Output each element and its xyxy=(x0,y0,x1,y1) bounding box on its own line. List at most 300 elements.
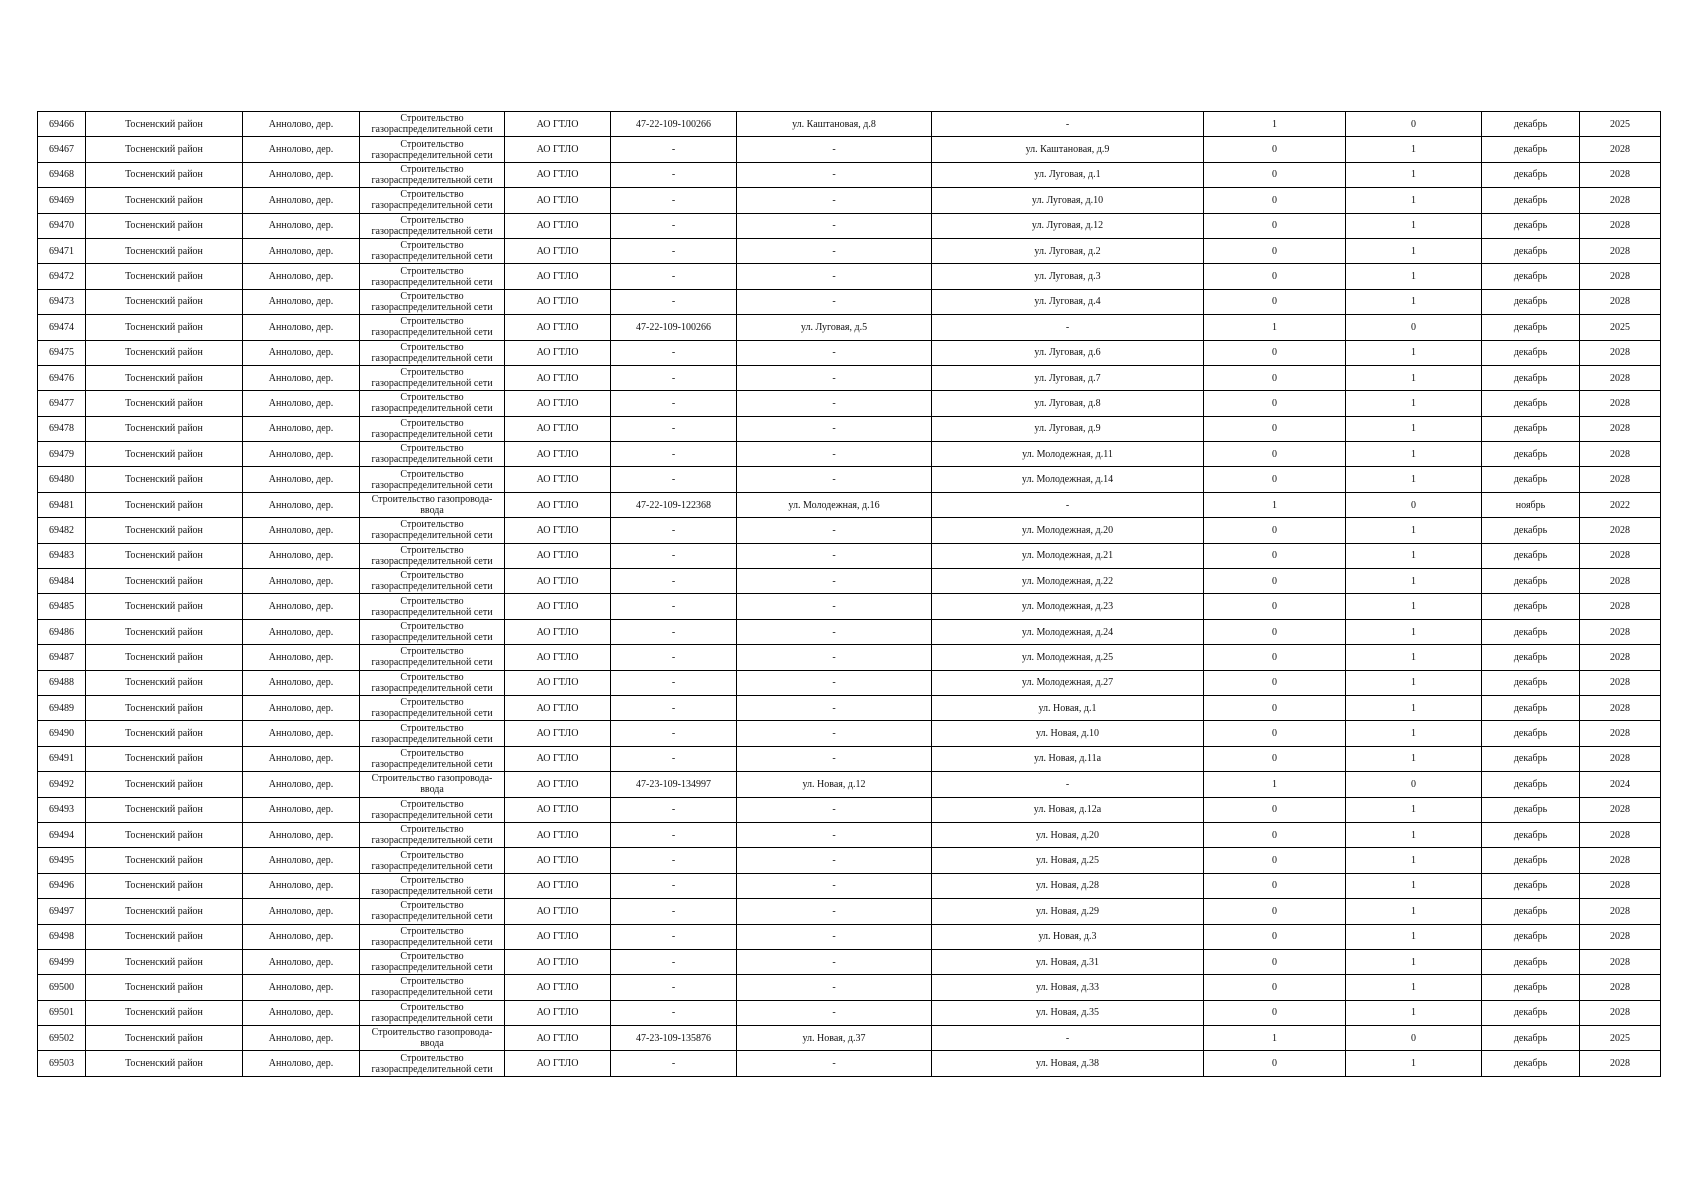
cell-organization: АО ГТЛО xyxy=(505,238,611,263)
cell-month: декабрь xyxy=(1482,1026,1580,1051)
cell-row-id: 69482 xyxy=(38,518,86,543)
cell-work-type: Строительство газораспределительной сети xyxy=(360,238,505,263)
cell-object-address: - xyxy=(737,264,932,289)
cell-count-a: 0 xyxy=(1204,442,1346,467)
cell-count-b: 1 xyxy=(1346,670,1482,695)
cell-settlement: Аннолово, дер. xyxy=(243,619,360,644)
cell-count-a: 0 xyxy=(1204,264,1346,289)
cell-object-address: - xyxy=(737,924,932,949)
cell-count-a: 0 xyxy=(1204,391,1346,416)
cell-settlement: Аннолово, дер. xyxy=(243,721,360,746)
cell-month: декабрь xyxy=(1482,137,1580,162)
cell-month: декабрь xyxy=(1482,162,1580,187)
cell-organization: АО ГТЛО xyxy=(505,340,611,365)
cell-year: 2028 xyxy=(1580,594,1661,619)
cell-planned-address: ул. Молодежная, д.27 xyxy=(932,670,1204,695)
cell-district: Тосненский район xyxy=(86,188,243,213)
cell-row-id: 69494 xyxy=(38,822,86,847)
cell-organization: АО ГТЛО xyxy=(505,1051,611,1076)
cell-district: Тосненский район xyxy=(86,442,243,467)
cell-count-a: 0 xyxy=(1204,543,1346,568)
cell-object-address: - xyxy=(737,137,932,162)
cell-object-address: - xyxy=(737,721,932,746)
cell-district: Тосненский район xyxy=(86,1000,243,1025)
cell-organization: АО ГТЛО xyxy=(505,467,611,492)
cell-planned-address: ул. Новая, д.10 xyxy=(932,721,1204,746)
table-row xyxy=(38,315,1661,340)
cell-year: 2028 xyxy=(1580,721,1661,746)
cell-row-id: 69490 xyxy=(38,721,86,746)
cell-organization: АО ГТЛО xyxy=(505,264,611,289)
cell-object-address: - xyxy=(737,695,932,720)
cell-count-a: 0 xyxy=(1204,238,1346,263)
cell-year: 2028 xyxy=(1580,848,1661,873)
cell-month: декабрь xyxy=(1482,619,1580,644)
cell-object-address: ул. Новая, д.37 xyxy=(737,1026,932,1051)
table-row xyxy=(38,670,1661,695)
cell-count-b: 1 xyxy=(1346,1000,1482,1025)
cell-count-b: 1 xyxy=(1346,721,1482,746)
cell-count-a: 0 xyxy=(1204,188,1346,213)
cell-count-b: 1 xyxy=(1346,543,1482,568)
cell-month: декабрь xyxy=(1482,949,1580,974)
cell-year: 2028 xyxy=(1580,416,1661,441)
cell-contract-number: - xyxy=(611,264,737,289)
cell-organization: АО ГТЛО xyxy=(505,162,611,187)
cell-planned-address: ул. Новая, д.28 xyxy=(932,873,1204,898)
cell-year: 2028 xyxy=(1580,137,1661,162)
cell-row-id: 69486 xyxy=(38,619,86,644)
cell-month: ноябрь xyxy=(1482,492,1580,517)
cell-object-address: - xyxy=(737,365,932,390)
cell-contract-number: - xyxy=(611,238,737,263)
cell-organization: АО ГТЛО xyxy=(505,569,611,594)
table-row xyxy=(38,569,1661,594)
cell-district: Тосненский район xyxy=(86,492,243,517)
cell-month: декабрь xyxy=(1482,238,1580,263)
cell-object-address: - xyxy=(737,670,932,695)
cell-district: Тосненский район xyxy=(86,238,243,263)
cell-year: 2028 xyxy=(1580,619,1661,644)
cell-work-type: Строительство газопровода-ввода xyxy=(360,492,505,517)
cell-settlement: Аннолово, дер. xyxy=(243,1000,360,1025)
cell-count-a: 0 xyxy=(1204,365,1346,390)
cell-settlement: Аннолово, дер. xyxy=(243,822,360,847)
table-row xyxy=(38,492,1661,517)
cell-contract-number: - xyxy=(611,645,737,670)
cell-row-id: 69489 xyxy=(38,695,86,720)
cell-district: Тосненский район xyxy=(86,467,243,492)
cell-work-type: Строительство газораспределительной сети xyxy=(360,416,505,441)
cell-settlement: Аннолово, дер. xyxy=(243,188,360,213)
cell-month: декабрь xyxy=(1482,467,1580,492)
cell-count-b: 0 xyxy=(1346,492,1482,517)
cell-organization: АО ГТЛО xyxy=(505,670,611,695)
cell-organization: АО ГТЛО xyxy=(505,873,611,898)
table-row xyxy=(38,746,1661,771)
table-row xyxy=(38,289,1661,314)
cell-count-a: 1 xyxy=(1204,1026,1346,1051)
cell-contract-number: 47-22-109-100266 xyxy=(611,112,737,137)
cell-settlement: Аннолово, дер. xyxy=(243,949,360,974)
cell-contract-number: - xyxy=(611,289,737,314)
cell-district: Тосненский район xyxy=(86,797,243,822)
cell-organization: АО ГТЛО xyxy=(505,822,611,847)
table-row xyxy=(38,797,1661,822)
cell-planned-address: ул. Новая, д.38 xyxy=(932,1051,1204,1076)
table-row xyxy=(38,543,1661,568)
table-row xyxy=(38,416,1661,441)
cell-month: декабрь xyxy=(1482,1000,1580,1025)
cell-settlement: Аннолово, дер. xyxy=(243,645,360,670)
cell-contract-number: - xyxy=(611,695,737,720)
cell-settlement: Аннолово, дер. xyxy=(243,340,360,365)
cell-count-a: 0 xyxy=(1204,416,1346,441)
cell-planned-address: ул. Луговая, д.12 xyxy=(932,213,1204,238)
cell-row-id: 69499 xyxy=(38,949,86,974)
cell-district: Тосненский район xyxy=(86,264,243,289)
table-row xyxy=(38,112,1661,137)
cell-planned-address: ул. Новая, д.25 xyxy=(932,848,1204,873)
table-row xyxy=(38,721,1661,746)
cell-row-id: 69474 xyxy=(38,315,86,340)
table-row xyxy=(38,340,1661,365)
cell-contract-number: - xyxy=(611,213,737,238)
cell-organization: АО ГТЛО xyxy=(505,289,611,314)
cell-planned-address: ул. Молодежная, д.20 xyxy=(932,518,1204,543)
cell-settlement: Аннолово, дер. xyxy=(243,772,360,797)
cell-month: декабрь xyxy=(1482,899,1580,924)
cell-year: 2028 xyxy=(1580,924,1661,949)
cell-year: 2028 xyxy=(1580,1000,1661,1025)
cell-year: 2028 xyxy=(1580,264,1661,289)
cell-month: декабрь xyxy=(1482,569,1580,594)
cell-count-b: 1 xyxy=(1346,467,1482,492)
cell-contract-number: - xyxy=(611,137,737,162)
cell-contract-number: - xyxy=(611,391,737,416)
cell-planned-address: - xyxy=(932,772,1204,797)
cell-count-a: 0 xyxy=(1204,137,1346,162)
cell-count-a: 0 xyxy=(1204,924,1346,949)
cell-count-b: 1 xyxy=(1346,518,1482,543)
cell-organization: АО ГТЛО xyxy=(505,188,611,213)
cell-work-type: Строительство газораспределительной сети xyxy=(360,975,505,1000)
cell-count-b: 1 xyxy=(1346,848,1482,873)
cell-row-id: 69485 xyxy=(38,594,86,619)
cell-work-type: Строительство газораспределительной сети xyxy=(360,442,505,467)
cell-district: Тосненский район xyxy=(86,594,243,619)
cell-district: Тосненский район xyxy=(86,645,243,670)
cell-organization: АО ГТЛО xyxy=(505,797,611,822)
cell-year: 2025 xyxy=(1580,1026,1661,1051)
cell-contract-number: - xyxy=(611,1051,737,1076)
cell-object-address: - xyxy=(737,162,932,187)
cell-count-b: 1 xyxy=(1346,340,1482,365)
cell-year: 2028 xyxy=(1580,340,1661,365)
cell-year: 2022 xyxy=(1580,492,1661,517)
cell-district: Тосненский район xyxy=(86,365,243,390)
cell-count-a: 0 xyxy=(1204,721,1346,746)
table-row xyxy=(38,1051,1661,1076)
cell-settlement: Аннолово, дер. xyxy=(243,213,360,238)
cell-row-id: 69498 xyxy=(38,924,86,949)
cell-contract-number: - xyxy=(611,822,737,847)
cell-contract-number: - xyxy=(611,442,737,467)
cell-object-address: - xyxy=(737,975,932,1000)
cell-organization: АО ГТЛО xyxy=(505,924,611,949)
cell-count-a: 0 xyxy=(1204,594,1346,619)
cell-month: декабрь xyxy=(1482,848,1580,873)
cell-planned-address: ул. Молодежная, д.22 xyxy=(932,569,1204,594)
cell-month: декабрь xyxy=(1482,721,1580,746)
cell-count-a: 0 xyxy=(1204,873,1346,898)
cell-district: Тосненский район xyxy=(86,315,243,340)
cell-row-id: 69467 xyxy=(38,137,86,162)
cell-count-a: 0 xyxy=(1204,899,1346,924)
cell-district: Тосненский район xyxy=(86,1051,243,1076)
cell-work-type: Строительство газораспределительной сети xyxy=(360,289,505,314)
cell-count-b: 0 xyxy=(1346,772,1482,797)
cell-count-a: 0 xyxy=(1204,213,1346,238)
cell-count-b: 1 xyxy=(1346,645,1482,670)
cell-contract-number: - xyxy=(611,746,737,771)
cell-object-address: ул. Молодежная, д.16 xyxy=(737,492,932,517)
cell-count-b: 1 xyxy=(1346,695,1482,720)
cell-month: декабрь xyxy=(1482,289,1580,314)
cell-settlement: Аннолово, дер. xyxy=(243,162,360,187)
cell-work-type: Строительство газораспределительной сети xyxy=(360,162,505,187)
cell-year: 2028 xyxy=(1580,289,1661,314)
cell-district: Тосненский район xyxy=(86,619,243,644)
cell-object-address: - xyxy=(737,188,932,213)
cell-settlement: Аннолово, дер. xyxy=(243,797,360,822)
cell-count-b: 1 xyxy=(1346,797,1482,822)
table-row xyxy=(38,645,1661,670)
cell-year: 2028 xyxy=(1580,543,1661,568)
cell-work-type: Строительство газораспределительной сети xyxy=(360,112,505,137)
cell-work-type: Строительство газораспределительной сети xyxy=(360,670,505,695)
cell-row-id: 69503 xyxy=(38,1051,86,1076)
cell-row-id: 69500 xyxy=(38,975,86,1000)
cell-settlement: Аннолово, дер. xyxy=(243,518,360,543)
cell-organization: АО ГТЛО xyxy=(505,1000,611,1025)
cell-organization: АО ГТЛО xyxy=(505,416,611,441)
cell-count-b: 1 xyxy=(1346,975,1482,1000)
cell-row-id: 69480 xyxy=(38,467,86,492)
cell-row-id: 69481 xyxy=(38,492,86,517)
cell-planned-address: ул. Луговая, д.10 xyxy=(932,188,1204,213)
cell-district: Тосненский район xyxy=(86,822,243,847)
table-row xyxy=(38,365,1661,390)
cell-contract-number: 47-23-109-135876 xyxy=(611,1026,737,1051)
cell-month: декабрь xyxy=(1482,543,1580,568)
table-row xyxy=(38,772,1661,797)
cell-contract-number: - xyxy=(611,848,737,873)
cell-work-type: Строительство газораспределительной сети xyxy=(360,899,505,924)
cell-district: Тосненский район xyxy=(86,772,243,797)
cell-count-a: 1 xyxy=(1204,112,1346,137)
cell-contract-number: - xyxy=(611,569,737,594)
cell-count-b: 1 xyxy=(1346,238,1482,263)
cell-month: декабрь xyxy=(1482,924,1580,949)
cell-count-a: 1 xyxy=(1204,315,1346,340)
cell-planned-address: ул. Луговая, д.1 xyxy=(932,162,1204,187)
table-row xyxy=(38,695,1661,720)
cell-object-address: ул. Луговая, д.5 xyxy=(737,315,932,340)
table-row xyxy=(38,162,1661,187)
cell-count-a: 0 xyxy=(1204,1051,1346,1076)
cell-count-a: 0 xyxy=(1204,619,1346,644)
cell-object-address: - xyxy=(737,391,932,416)
table-row xyxy=(38,188,1661,213)
cell-object-address: - xyxy=(737,848,932,873)
cell-planned-address: ул. Новая, д.29 xyxy=(932,899,1204,924)
cell-district: Тосненский район xyxy=(86,569,243,594)
cell-month: декабрь xyxy=(1482,797,1580,822)
cell-object-address: - xyxy=(737,594,932,619)
cell-month: декабрь xyxy=(1482,772,1580,797)
cell-district: Тосненский район xyxy=(86,112,243,137)
cell-district: Тосненский район xyxy=(86,746,243,771)
cell-district: Тосненский район xyxy=(86,340,243,365)
cell-district: Тосненский район xyxy=(86,162,243,187)
cell-count-b: 0 xyxy=(1346,1026,1482,1051)
cell-contract-number: - xyxy=(611,721,737,746)
cell-work-type: Строительство газораспределительной сети xyxy=(360,645,505,670)
cell-year: 2028 xyxy=(1580,442,1661,467)
cell-contract-number: - xyxy=(611,340,737,365)
cell-district: Тосненский район xyxy=(86,543,243,568)
cell-object-address: - xyxy=(737,340,932,365)
cell-row-id: 69502 xyxy=(38,1026,86,1051)
cell-work-type: Строительство газораспределительной сети xyxy=(360,695,505,720)
table-body xyxy=(38,112,1661,1077)
cell-organization: АО ГТЛО xyxy=(505,848,611,873)
cell-count-a: 0 xyxy=(1204,162,1346,187)
cell-count-b: 1 xyxy=(1346,569,1482,594)
cell-settlement: Аннолово, дер. xyxy=(243,924,360,949)
cell-count-b: 1 xyxy=(1346,873,1482,898)
cell-year: 2024 xyxy=(1580,772,1661,797)
cell-count-b: 0 xyxy=(1346,112,1482,137)
cell-count-b: 1 xyxy=(1346,264,1482,289)
table-row xyxy=(38,949,1661,974)
cell-settlement: Аннолово, дер. xyxy=(243,315,360,340)
cell-work-type: Строительство газораспределительной сети xyxy=(360,213,505,238)
cell-organization: АО ГТЛО xyxy=(505,1026,611,1051)
cell-object-address: - xyxy=(737,746,932,771)
cell-year: 2025 xyxy=(1580,315,1661,340)
cell-month: декабрь xyxy=(1482,670,1580,695)
table-row xyxy=(38,619,1661,644)
cell-count-a: 0 xyxy=(1204,467,1346,492)
cell-year: 2028 xyxy=(1580,391,1661,416)
cell-month: декабрь xyxy=(1482,365,1580,390)
cell-settlement: Аннолово, дер. xyxy=(243,695,360,720)
cell-planned-address: ул. Луговая, д.3 xyxy=(932,264,1204,289)
cell-planned-address: ул. Новая, д.3 xyxy=(932,924,1204,949)
cell-planned-address: ул. Луговая, д.9 xyxy=(932,416,1204,441)
cell-count-a: 0 xyxy=(1204,949,1346,974)
cell-year: 2028 xyxy=(1580,975,1661,1000)
cell-planned-address: ул. Молодежная, д.24 xyxy=(932,619,1204,644)
cell-object-address: - xyxy=(737,238,932,263)
cell-contract-number: - xyxy=(611,873,737,898)
cell-year: 2028 xyxy=(1580,188,1661,213)
cell-settlement: Аннолово, дер. xyxy=(243,365,360,390)
cell-row-id: 69496 xyxy=(38,873,86,898)
cell-organization: АО ГТЛО xyxy=(505,518,611,543)
cell-planned-address: ул. Молодежная, д.21 xyxy=(932,543,1204,568)
cell-work-type: Строительство газораспределительной сети xyxy=(360,949,505,974)
cell-work-type: Строительство газораспределительной сети xyxy=(360,797,505,822)
cell-work-type: Строительство газопровода-ввода xyxy=(360,1026,505,1051)
cell-contract-number: 47-22-109-100266 xyxy=(611,315,737,340)
cell-contract-number: 47-22-109-122368 xyxy=(611,492,737,517)
cell-count-b: 1 xyxy=(1346,1051,1482,1076)
cell-planned-address: ул. Новая, д.35 xyxy=(932,1000,1204,1025)
cell-year: 2028 xyxy=(1580,569,1661,594)
cell-row-id: 69471 xyxy=(38,238,86,263)
cell-count-a: 0 xyxy=(1204,518,1346,543)
cell-settlement: Аннолово, дер. xyxy=(243,670,360,695)
cell-work-type: Строительство газораспределительной сети xyxy=(360,746,505,771)
cell-month: декабрь xyxy=(1482,975,1580,1000)
cell-contract-number: - xyxy=(611,1000,737,1025)
cell-row-id: 69492 xyxy=(38,772,86,797)
cell-year: 2025 xyxy=(1580,112,1661,137)
cell-contract-number: - xyxy=(611,162,737,187)
cell-object-address: - xyxy=(737,416,932,441)
cell-month: декабрь xyxy=(1482,315,1580,340)
cell-organization: АО ГТЛО xyxy=(505,772,611,797)
cell-contract-number: - xyxy=(611,899,737,924)
cell-object-address: - xyxy=(737,873,932,898)
cell-count-a: 0 xyxy=(1204,848,1346,873)
cell-planned-address: ул. Луговая, д.6 xyxy=(932,340,1204,365)
cell-organization: АО ГТЛО xyxy=(505,137,611,162)
cell-count-b: 1 xyxy=(1346,365,1482,390)
cell-work-type: Строительство газораспределительной сети xyxy=(360,1000,505,1025)
cell-planned-address: ул. Луговая, д.8 xyxy=(932,391,1204,416)
table-row xyxy=(38,264,1661,289)
cell-year: 2028 xyxy=(1580,645,1661,670)
cell-work-type: Строительство газопровода-ввода xyxy=(360,772,505,797)
cell-district: Тосненский район xyxy=(86,137,243,162)
cell-contract-number: - xyxy=(611,619,737,644)
cell-month: декабрь xyxy=(1482,822,1580,847)
cell-planned-address: - xyxy=(932,315,1204,340)
cell-row-id: 69497 xyxy=(38,899,86,924)
cell-month: декабрь xyxy=(1482,264,1580,289)
cell-count-b: 1 xyxy=(1346,289,1482,314)
cell-organization: АО ГТЛО xyxy=(505,721,611,746)
table-row xyxy=(38,391,1661,416)
cell-count-b: 1 xyxy=(1346,391,1482,416)
cell-count-a: 0 xyxy=(1204,569,1346,594)
table-row xyxy=(38,873,1661,898)
cell-object-address: - xyxy=(737,949,932,974)
cell-district: Тосненский район xyxy=(86,975,243,1000)
cell-district: Тосненский район xyxy=(86,873,243,898)
cell-district: Тосненский район xyxy=(86,949,243,974)
cell-work-type: Строительство газораспределительной сети xyxy=(360,365,505,390)
cell-work-type: Строительство газораспределительной сети xyxy=(360,518,505,543)
cell-work-type: Строительство газораспределительной сети xyxy=(360,1051,505,1076)
cell-count-a: 0 xyxy=(1204,822,1346,847)
cell-settlement: Аннолово, дер. xyxy=(243,746,360,771)
cell-planned-address: - xyxy=(932,112,1204,137)
